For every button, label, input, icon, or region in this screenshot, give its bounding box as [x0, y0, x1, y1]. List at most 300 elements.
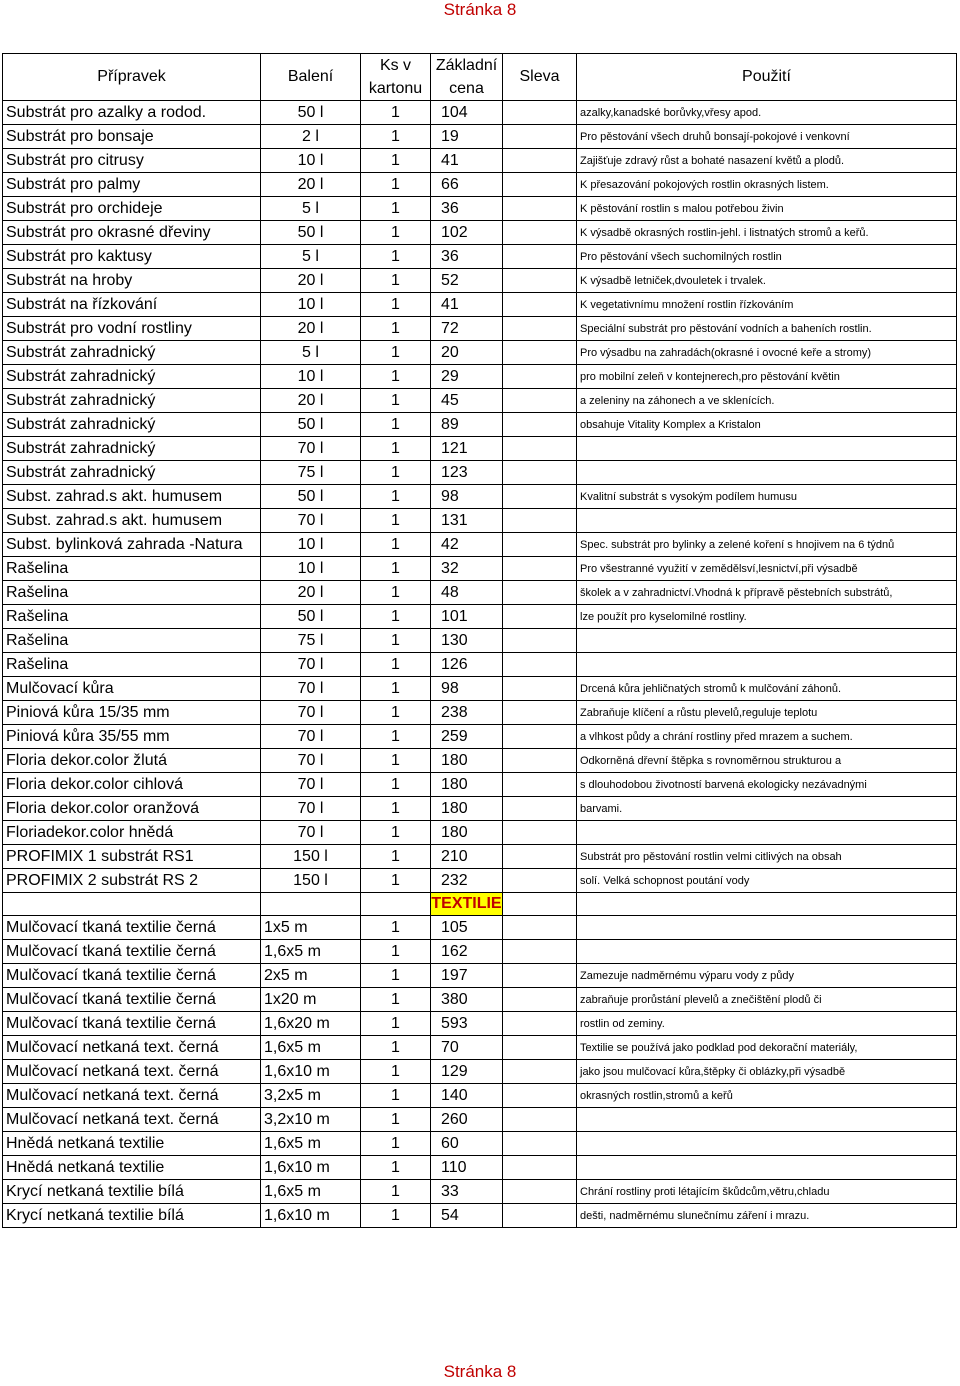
discount-cell [503, 437, 577, 461]
pack-size: 1x5 m [261, 916, 361, 940]
base-price: 60 [431, 1132, 503, 1156]
usage-note: zabraňuje prorůstání plevelů a znečištění plodů či [577, 988, 957, 1012]
usage-note [577, 1132, 957, 1156]
header-ks-line2: kartonu [368, 80, 423, 97]
usage-note: rostlin od zeminy. [577, 1012, 957, 1036]
base-price: 180 [431, 773, 503, 797]
pack-size: 70 l [261, 509, 361, 533]
pack-size: 2 l [261, 125, 361, 149]
usage-note: pro mobilní zeleň v kontejnerech,pro pěstování květin [577, 365, 957, 389]
table-row [3, 1156, 957, 1180]
discount-cell [503, 797, 577, 821]
base-price: 102 [431, 221, 503, 245]
discount-cell [503, 269, 577, 293]
table-row [3, 1084, 957, 1108]
table-row [3, 341, 957, 365]
section-blank-cell [503, 893, 577, 916]
carton-count: 1 [361, 221, 431, 245]
usage-note [577, 461, 957, 485]
price-list-body [3, 54, 957, 1228]
discount-cell [503, 509, 577, 533]
table-row [3, 725, 957, 749]
pack-size: 70 l [261, 653, 361, 677]
base-price: 210 [431, 845, 503, 869]
discount-cell [503, 821, 577, 845]
carton-count: 1 [361, 461, 431, 485]
base-price: 259 [431, 725, 503, 749]
pack-size: 10 l [261, 365, 361, 389]
product-name: Substrát pro azalky a rodod. [3, 101, 261, 125]
pack-size: 75 l [261, 629, 361, 653]
discount-cell [503, 149, 577, 173]
usage-note [577, 1156, 957, 1180]
base-price: 129 [431, 1060, 503, 1084]
table-row [3, 1036, 957, 1060]
base-price: 238 [431, 701, 503, 725]
pack-size: 70 l [261, 773, 361, 797]
base-price: 126 [431, 653, 503, 677]
usage-note: azalky,kanadské borůvky,vřesy apod. [577, 101, 957, 125]
pack-size: 10 l [261, 293, 361, 317]
discount-cell [503, 461, 577, 485]
product-name: Substrát zahradnický [3, 389, 261, 413]
carton-count: 1 [361, 1132, 431, 1156]
product-name: Mulčovací tkaná textilie černá [3, 1012, 261, 1036]
usage-note [577, 821, 957, 845]
base-price: 260 [431, 1108, 503, 1132]
pack-size: 70 l [261, 749, 361, 773]
page-label-top: Stránka 8 [443, 0, 517, 19]
discount-cell [503, 749, 577, 773]
base-price: 89 [431, 413, 503, 437]
base-price: 52 [431, 269, 503, 293]
pack-size: 50 l [261, 605, 361, 629]
usage-note: Odkorněná dřevní štěpka s rovnoměrnou strukturou a [577, 749, 957, 773]
product-name: Krycí netkaná textilie bílá [3, 1180, 261, 1204]
base-price: 180 [431, 749, 503, 773]
carton-count: 1 [361, 1180, 431, 1204]
table-row [3, 173, 957, 197]
base-price: 19 [431, 125, 503, 149]
usage-note: dešti, nadměrnému slunečnímu záření i mrazu. [577, 1204, 957, 1228]
table-row [3, 269, 957, 293]
table-row [3, 773, 957, 797]
section-blank-cell [361, 893, 431, 916]
discount-cell [503, 341, 577, 365]
table-row [3, 1108, 957, 1132]
base-price: 33 [431, 1180, 503, 1204]
usage-note: lze použít pro kyselomilné rostliny. [577, 605, 957, 629]
section-row [3, 893, 957, 916]
base-price: 36 [431, 197, 503, 221]
base-price: 36 [431, 245, 503, 269]
table-row [3, 988, 957, 1012]
usage-note: Drcená kůra jehličnatých stromů k mulčování záhonů. [577, 677, 957, 701]
discount-cell [503, 557, 577, 581]
discount-cell [503, 1060, 577, 1084]
carton-count: 1 [361, 269, 431, 293]
usage-note: K pěstování rostlin s malou potřebou živin [577, 197, 957, 221]
pack-size: 70 l [261, 725, 361, 749]
discount-cell [503, 677, 577, 701]
usage-note: Textilie se používá jako podklad pod dekorační materiály, [577, 1036, 957, 1060]
pack-size: 1,6x5 m [261, 1036, 361, 1060]
usage-note: okrasných rostlin,stromů a keřů [577, 1084, 957, 1108]
discount-cell [503, 629, 577, 653]
usage-note: školek a v zahradnictví.Vhodná k přípravě pěstebních substrátů, [577, 581, 957, 605]
table-row [3, 916, 957, 940]
pack-size: 20 l [261, 269, 361, 293]
carton-count: 1 [361, 701, 431, 725]
carton-count: 1 [361, 293, 431, 317]
pack-size: 1,6x5 m [261, 940, 361, 964]
price-list-table [2, 53, 957, 1228]
table-row [3, 701, 957, 725]
table-row [3, 461, 957, 485]
discount-cell [503, 916, 577, 940]
base-price: 32 [431, 557, 503, 581]
pack-size: 5 l [261, 197, 361, 221]
usage-note [577, 916, 957, 940]
section-blank-cell [3, 893, 261, 916]
table-row [3, 964, 957, 988]
discount-cell [503, 485, 577, 509]
pack-size: 150 l [261, 869, 361, 893]
table-row [3, 557, 957, 581]
pack-size: 10 l [261, 557, 361, 581]
base-price: 140 [431, 1084, 503, 1108]
usage-note: K výsadbě letniček,dvouletek i trvalek. [577, 269, 957, 293]
discount-cell [503, 1204, 577, 1228]
discount-cell [503, 197, 577, 221]
pack-size: 1,6x10 m [261, 1204, 361, 1228]
product-name: Rašelina [3, 629, 261, 653]
table-row [3, 1204, 957, 1228]
discount-cell [503, 389, 577, 413]
table-row [3, 749, 957, 773]
carton-count: 1 [361, 677, 431, 701]
carton-count: 1 [361, 389, 431, 413]
base-price: 380 [431, 988, 503, 1012]
table-row [3, 581, 957, 605]
product-name: Mulčovací netkaná text. černá [3, 1108, 261, 1132]
discount-cell [503, 1036, 577, 1060]
discount-cell [503, 413, 577, 437]
table-row [3, 149, 957, 173]
pack-size: 1,6x10 m [261, 1156, 361, 1180]
product-name: Hnědá netkaná textilie [3, 1132, 261, 1156]
pack-size: 1,6x20 m [261, 1012, 361, 1036]
discount-cell [503, 725, 577, 749]
table-row [3, 197, 957, 221]
section-blank-cell [577, 893, 957, 916]
discount-cell [503, 221, 577, 245]
pack-size: 1,6x5 m [261, 1132, 361, 1156]
usage-note: a zeleniny na záhonech a ve sklenících. [577, 389, 957, 413]
header-price [431, 54, 503, 101]
carton-count: 1 [361, 557, 431, 581]
product-name: Substrát na hroby [3, 269, 261, 293]
section-title-textilie: TEXTILIE [431, 893, 503, 916]
table-row [3, 413, 957, 437]
usage-note [577, 629, 957, 653]
header-ks [361, 54, 431, 101]
product-name: Subst. bylinková zahrada -Natura [3, 533, 261, 557]
carton-count: 1 [361, 197, 431, 221]
table-row [3, 101, 957, 125]
base-price: 98 [431, 677, 503, 701]
discount-cell [503, 173, 577, 197]
carton-count: 1 [361, 125, 431, 149]
carton-count: 1 [361, 821, 431, 845]
product-name: Rašelina [3, 653, 261, 677]
usage-note: jako jsou mulčovací kůra,štěpky či oblázky,při výsadbě [577, 1060, 957, 1084]
discount-cell [503, 125, 577, 149]
discount-cell [503, 365, 577, 389]
discount-cell [503, 1180, 577, 1204]
product-name: Piniová kůra 35/55 mm [3, 725, 261, 749]
header-price-line2: cena [449, 80, 484, 97]
pack-size: 10 l [261, 149, 361, 173]
product-name: Mulčovací netkaná text. černá [3, 1084, 261, 1108]
product-name: PROFIMIX 2 substrát RS 2 [3, 869, 261, 893]
carton-count: 1 [361, 149, 431, 173]
usage-note: barvami. [577, 797, 957, 821]
header-row [3, 54, 957, 101]
product-name: PROFIMIX 1 substrát RS1 [3, 845, 261, 869]
product-name: Subst. zahrad.s akt. humusem [3, 509, 261, 533]
table-row [3, 869, 957, 893]
product-name: Floria dekor.color žlutá [3, 749, 261, 773]
product-name: Substrát pro orchideje [3, 197, 261, 221]
header-product: Přípravek [3, 54, 261, 101]
pack-size: 10 l [261, 533, 361, 557]
carton-count: 1 [361, 869, 431, 893]
carton-count: 1 [361, 1156, 431, 1180]
usage-note [577, 940, 957, 964]
carton-count: 1 [361, 485, 431, 509]
table-row [3, 389, 957, 413]
usage-note: Pro všestranné využití v zemědělsví,lesnictví,při výsadbě [577, 557, 957, 581]
pack-size: 70 l [261, 821, 361, 845]
base-price: 130 [431, 629, 503, 653]
base-price: 131 [431, 509, 503, 533]
table-row [3, 509, 957, 533]
pack-size: 70 l [261, 677, 361, 701]
page-label-bottom: Stránka 8 [443, 1362, 517, 1381]
product-name: Substrát pro vodní rostliny [3, 317, 261, 341]
product-name: Rašelina [3, 605, 261, 629]
product-name: Mulčovací tkaná textilie černá [3, 964, 261, 988]
base-price: 123 [431, 461, 503, 485]
carton-count: 1 [361, 964, 431, 988]
discount-cell [503, 317, 577, 341]
pack-size: 5 l [261, 341, 361, 365]
carton-count: 1 [361, 317, 431, 341]
discount-cell [503, 1084, 577, 1108]
carton-count: 1 [361, 605, 431, 629]
product-name: Substrát zahradnický [3, 437, 261, 461]
table-row [3, 365, 957, 389]
pack-size: 20 l [261, 317, 361, 341]
product-name: Substrát zahradnický [3, 341, 261, 365]
section-blank-cell [261, 893, 361, 916]
pack-size: 20 l [261, 173, 361, 197]
product-name: Substrát pro okrasné dřeviny [3, 221, 261, 245]
base-price: 105 [431, 916, 503, 940]
header-use: Použití [577, 54, 957, 101]
base-price: 197 [431, 964, 503, 988]
product-name: Rašelina [3, 581, 261, 605]
product-name: Substrát pro kaktusy [3, 245, 261, 269]
product-name: Floriadekor.color hnědá [3, 821, 261, 845]
base-price: 72 [431, 317, 503, 341]
discount-cell [503, 245, 577, 269]
discount-cell [503, 869, 577, 893]
pack-size: 20 l [261, 389, 361, 413]
carton-count: 1 [361, 749, 431, 773]
product-name: Piniová kůra 15/35 mm [3, 701, 261, 725]
base-price: 110 [431, 1156, 503, 1180]
usage-note: Chrání rostliny proti létajícím škůdcům,větru,chladu [577, 1180, 957, 1204]
table-row [3, 940, 957, 964]
product-name: Substrát pro bonsaje [3, 125, 261, 149]
usage-note [577, 1108, 957, 1132]
carton-count: 1 [361, 509, 431, 533]
table-row [3, 1132, 957, 1156]
base-price: 121 [431, 437, 503, 461]
usage-note: K vegetativnímu množení rostlin řízkováním [577, 293, 957, 317]
product-name: Substrát na řízkování [3, 293, 261, 317]
carton-count: 1 [361, 797, 431, 821]
discount-cell [503, 845, 577, 869]
carton-count: 1 [361, 1036, 431, 1060]
product-name: Substrát zahradnický [3, 365, 261, 389]
discount-cell [503, 1108, 577, 1132]
carton-count: 1 [361, 533, 431, 557]
pack-size: 70 l [261, 701, 361, 725]
base-price: 70 [431, 1036, 503, 1060]
carton-count: 1 [361, 940, 431, 964]
product-name: Mulčovací tkaná textilie černá [3, 940, 261, 964]
discount-cell [503, 581, 577, 605]
product-name: Substrát pro citrusy [3, 149, 261, 173]
base-price: 180 [431, 821, 503, 845]
usage-note: Pro výsadbu na zahradách(okrasné i ovocné keře a stromy) [577, 341, 957, 365]
pack-size: 70 l [261, 437, 361, 461]
product-name: Substrát zahradnický [3, 461, 261, 485]
carton-count: 1 [361, 773, 431, 797]
base-price: 41 [431, 149, 503, 173]
product-name: Mulčovací tkaná textilie černá [3, 916, 261, 940]
carton-count: 1 [361, 916, 431, 940]
carton-count: 1 [361, 413, 431, 437]
table-row [3, 677, 957, 701]
carton-count: 1 [361, 245, 431, 269]
usage-note: Kvalitní substrát s vysokým podílem humusu [577, 485, 957, 509]
pack-size: 50 l [261, 221, 361, 245]
pack-size: 5 l [261, 245, 361, 269]
usage-note: Speciální substrát pro pěstování vodních a baheních rostlin. [577, 317, 957, 341]
discount-cell [503, 1156, 577, 1180]
carton-count: 1 [361, 1012, 431, 1036]
base-price: 29 [431, 365, 503, 389]
base-price: 101 [431, 605, 503, 629]
table-row [3, 317, 957, 341]
table-row [3, 1012, 957, 1036]
table-row [3, 845, 957, 869]
table-row [3, 245, 957, 269]
base-price: 48 [431, 581, 503, 605]
usage-note: a vlhkost půdy a chrání rostliny před mrazem a suchem. [577, 725, 957, 749]
base-price: 104 [431, 101, 503, 125]
carton-count: 1 [361, 1204, 431, 1228]
base-price: 180 [431, 797, 503, 821]
base-price: 98 [431, 485, 503, 509]
pack-size: 1,6x10 m [261, 1060, 361, 1084]
product-name: Floria dekor.color oranžová [3, 797, 261, 821]
product-name: Floria dekor.color cihlová [3, 773, 261, 797]
product-name: Krycí netkaná textilie bílá [3, 1204, 261, 1228]
header-price-line1: Základní [435, 57, 498, 74]
header-pack: Balení [261, 54, 361, 101]
carton-count: 1 [361, 173, 431, 197]
pack-size: 75 l [261, 461, 361, 485]
table-row [3, 797, 957, 821]
table-row [3, 533, 957, 557]
carton-count: 1 [361, 341, 431, 365]
carton-count: 1 [361, 653, 431, 677]
carton-count: 1 [361, 365, 431, 389]
usage-note [577, 437, 957, 461]
carton-count: 1 [361, 437, 431, 461]
discount-cell [503, 1132, 577, 1156]
base-price: 232 [431, 869, 503, 893]
table-row [3, 629, 957, 653]
carton-count: 1 [361, 1108, 431, 1132]
discount-cell [503, 773, 577, 797]
header-discount: Sleva [503, 54, 577, 101]
table-row [3, 125, 957, 149]
pack-size: 1,6x5 m [261, 1180, 361, 1204]
pack-size: 150 l [261, 845, 361, 869]
discount-cell [503, 653, 577, 677]
usage-note: obsahuje Vitality Komplex a Kristalon [577, 413, 957, 437]
header-ks-line1: Ks v [379, 57, 412, 74]
usage-note: Zamezuje nadměrnému výparu vody z půdy [577, 964, 957, 988]
product-name: Substrát pro palmy [3, 173, 261, 197]
discount-cell [503, 988, 577, 1012]
usage-note: Zajišťuje zdravý růst a bohaté nasazení květů a plodů. [577, 149, 957, 173]
pack-size: 50 l [261, 413, 361, 437]
base-price: 20 [431, 341, 503, 365]
discount-cell [503, 701, 577, 725]
discount-cell [503, 964, 577, 988]
product-name: Mulčovací netkaná text. černá [3, 1036, 261, 1060]
table-row [3, 605, 957, 629]
base-price: 162 [431, 940, 503, 964]
table-row [3, 221, 957, 245]
usage-note: Substrát pro pěstování rostlin velmi citlivých na obsah [577, 845, 957, 869]
carton-count: 1 [361, 845, 431, 869]
discount-cell [503, 101, 577, 125]
product-name: Subst. zahrad.s akt. humusem [3, 485, 261, 509]
pack-size: 1x20 m [261, 988, 361, 1012]
pack-size: 50 l [261, 485, 361, 509]
usage-note: Pro pěstování všech suchomilných rostlin [577, 245, 957, 269]
carton-count: 1 [361, 988, 431, 1012]
usage-note: solí. Velká schopnost poutání vody [577, 869, 957, 893]
